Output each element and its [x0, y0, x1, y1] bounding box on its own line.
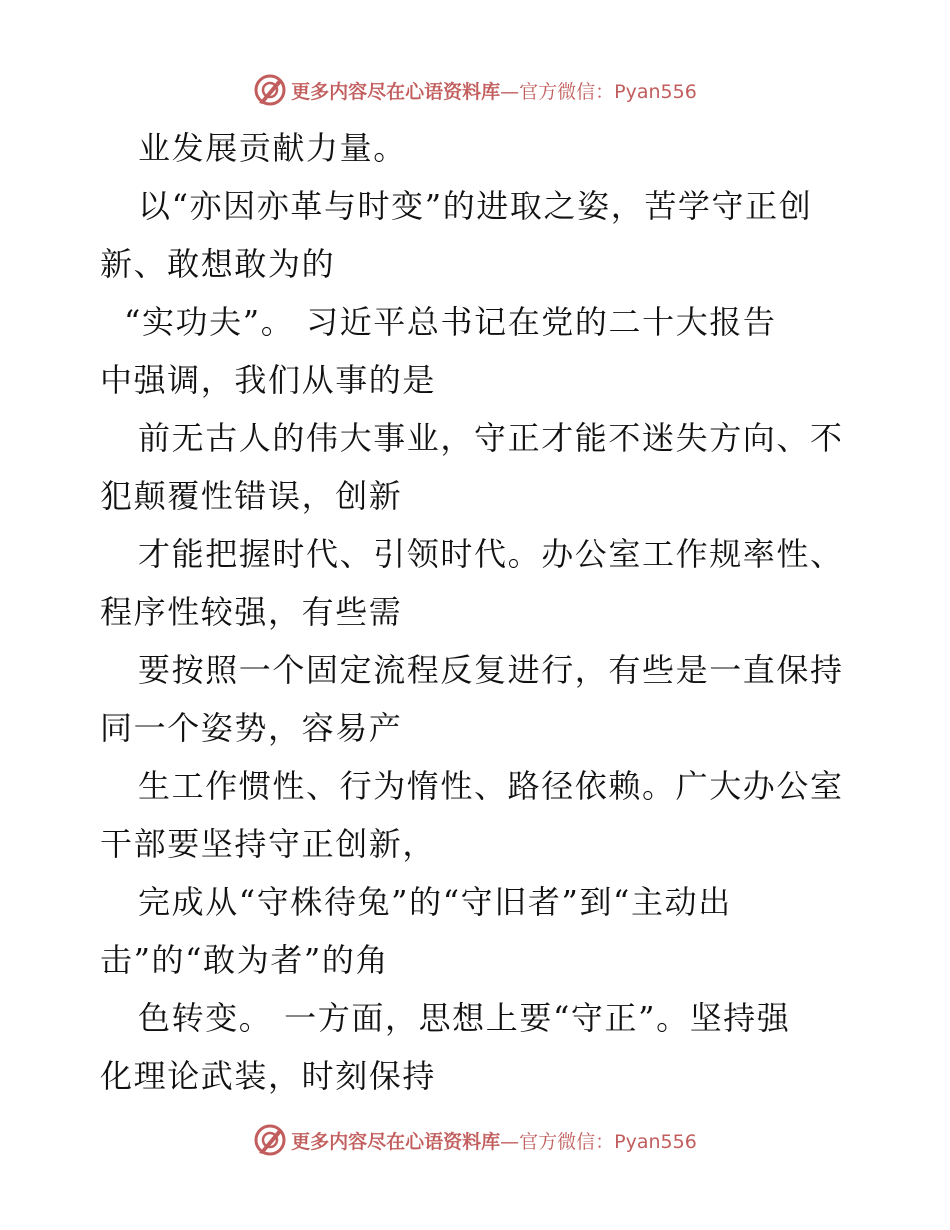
footer-banner-text	[291, 1127, 697, 1154]
footer-banner-dash: —	[500, 1130, 520, 1153]
text-line: 生工作惯性、行为惰性、路径依赖。广大办公室	[138, 767, 844, 805]
brand-logo-icon	[253, 1123, 287, 1157]
text-line: 色转变。 一方面，思想上要“守正”。坚持强	[138, 999, 791, 1037]
text-line: 要按照一个固定流程反复进行，有些是一直保持	[138, 651, 844, 689]
text-line: 前无古人的伟大事业，守正才能不迷失方向、不	[138, 419, 844, 457]
text-line: “实功夫”。 习近平总书记在党的二十大报告	[124, 303, 777, 341]
text-line: 化理论武装，时刻保持	[100, 1057, 437, 1095]
text-line: 击”的“敢为者”的角	[100, 941, 390, 979]
text-line: 业发展贡献力量。	[138, 129, 407, 167]
text-line: 中强调，我们从事的是	[100, 361, 437, 399]
footer-watermark-banner	[0, 1120, 950, 1160]
text-line: 同一个姿势，容易产	[100, 709, 403, 747]
header-banner-main: 更多内容尽在心语资料库	[291, 80, 501, 103]
text-line: 新、敢想敢为的	[100, 245, 336, 283]
footer-banner-wechat: 官方微信：Pyan556	[519, 1130, 697, 1153]
header-banner-dash: —	[500, 80, 520, 103]
text-line: 犯颠覆性错误，创新	[100, 477, 403, 515]
text-line: 完成从“守株待兔”的“守旧者”到“主动出	[138, 883, 732, 921]
header-banner-wechat: 官方微信：Pyan556	[519, 80, 697, 103]
text-line: 以“亦因亦革与时变”的进取之姿，苦学守正创	[138, 187, 813, 225]
text-line: 干部要坚持守正创新，	[100, 825, 437, 863]
text-line: 才能把握时代、引领时代。办公室工作规率性、	[138, 535, 844, 573]
footer-banner-main: 更多内容尽在心语资料库	[291, 1130, 501, 1153]
text-line: 程序性较强，有些需	[100, 593, 403, 631]
